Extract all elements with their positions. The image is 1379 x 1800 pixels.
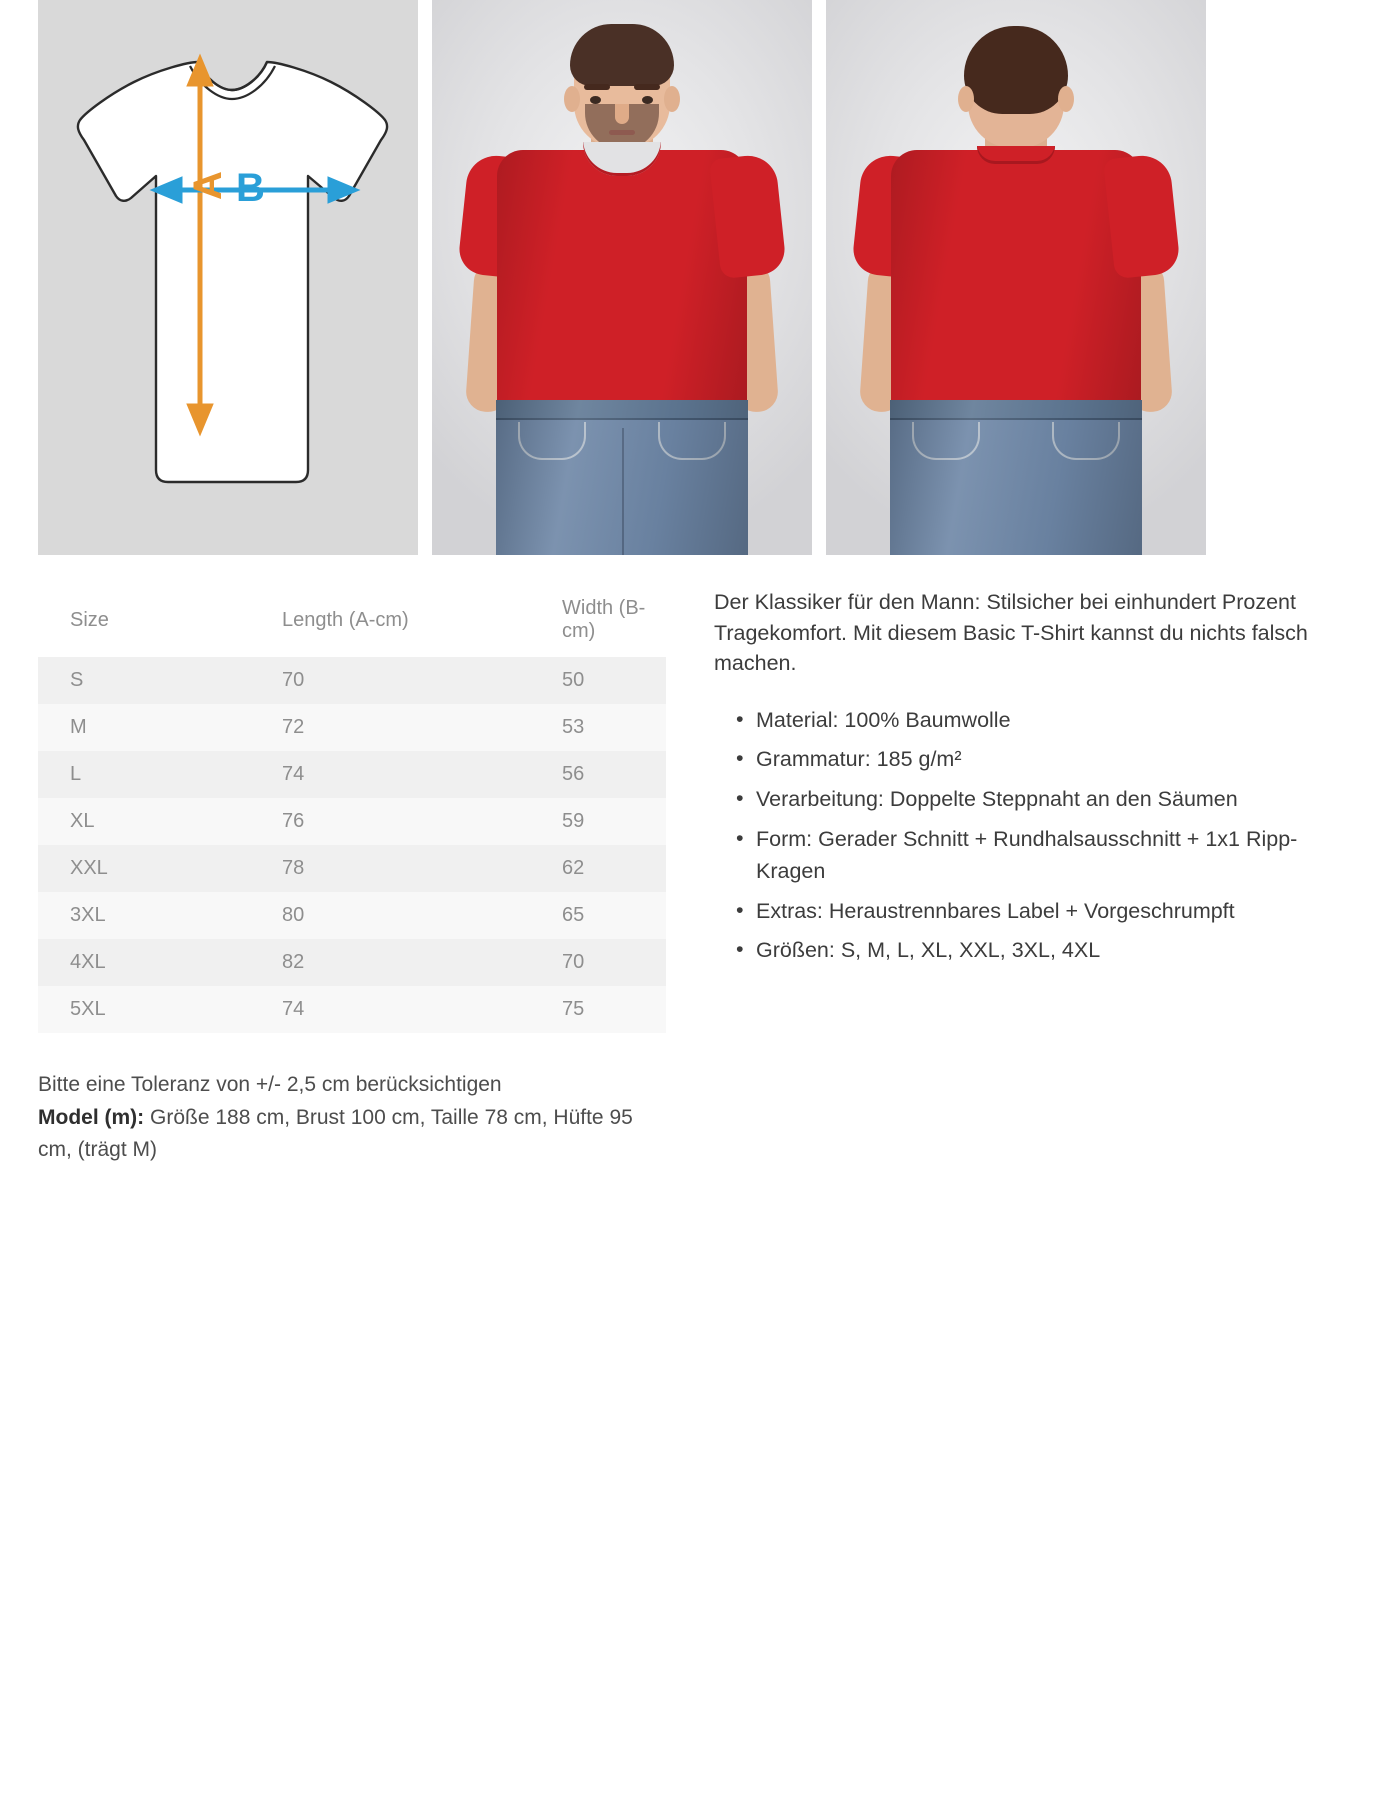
cell-length: 74 (282, 998, 305, 1020)
shirt-shading (497, 150, 747, 415)
list-item: • Material: 100% Baumwolle (736, 705, 1341, 737)
table-row (38, 798, 666, 845)
eye-right (642, 96, 653, 104)
hair (964, 26, 1068, 114)
list-item: • Form: Gerader Schnitt + Rundhalsausschnitt + 1x1 Ripp-Kragen (736, 824, 1341, 888)
eyebrow-left (584, 84, 610, 90)
column-header-size: Size (38, 583, 250, 657)
table-row (38, 892, 666, 939)
model-front-photo (432, 0, 812, 555)
list-item: • Größen: S, M, L, XL, XXL, 3XL, 4XL (736, 935, 1341, 967)
cell-width: 50 (562, 669, 585, 691)
list-item: • Grammatur: 185 g/m² (736, 744, 1341, 776)
content-area (38, 583, 1341, 1167)
list-item: • Verarbeitung: Doppelte Steppnaht an den Säumen (736, 784, 1341, 816)
cell-size: XL (70, 810, 95, 832)
cell-size: XXL (70, 857, 108, 879)
size-table (38, 583, 666, 1033)
table-header-row (38, 583, 666, 657)
ear-left (564, 86, 580, 112)
model-note (38, 1102, 666, 1167)
description-column (714, 583, 1341, 1167)
cell-size: L (70, 763, 82, 785)
red-tshirt-back (891, 150, 1141, 415)
model-label: Model (m): (38, 1105, 145, 1129)
column-header-length: Length (A-cm) (250, 583, 530, 657)
table-row (38, 986, 666, 1033)
model-front-figure (432, 0, 812, 555)
cell-size: S (70, 669, 84, 691)
cell-size: M (70, 716, 87, 738)
product-image-row (38, 0, 1341, 555)
model-back-photo (826, 0, 1206, 555)
table-row (38, 939, 666, 986)
ear-right (664, 86, 680, 112)
table-row (38, 704, 666, 751)
diagram-label-a: A (186, 171, 230, 200)
eyebrow-right (634, 84, 660, 90)
cell-length: 70 (282, 669, 305, 691)
jeans-back (890, 400, 1142, 555)
table-row (38, 751, 666, 798)
hair (570, 24, 674, 86)
diagram-label-b: B (236, 166, 265, 210)
column-header-width: Width (B-cm) (530, 583, 666, 657)
feature-list (714, 705, 1341, 968)
ear-left (958, 86, 974, 112)
cell-length: 80 (282, 904, 305, 926)
cell-length: 72 (282, 716, 305, 738)
size-table-body (38, 657, 666, 1033)
shirt-shading (891, 150, 1141, 415)
cell-width: 75 (562, 998, 585, 1020)
red-tshirt-front (497, 150, 747, 415)
list-item: • Extras: Heraustrennbares Label + Vorgeschrumpft (736, 896, 1341, 928)
mouth (609, 130, 635, 135)
tolerance-note: Bitte eine Toleranz von +/- 2,5 cm berücksichtigen (38, 1073, 502, 1096)
cell-width: 59 (562, 810, 585, 832)
jeans-shading (496, 400, 748, 555)
cell-length: 82 (282, 951, 305, 973)
table-row (38, 657, 666, 704)
cell-width: 53 (562, 716, 585, 738)
model-measurements: Größe 188 cm, Brust 100 cm, Taille 78 cm, Hüfte 95 cm, (trägt M) (38, 1105, 633, 1162)
cell-width: 70 (562, 951, 585, 973)
jeans-front (496, 400, 748, 555)
size-notes (38, 1069, 666, 1167)
cell-size: 3XL (70, 904, 106, 926)
nose (615, 104, 629, 124)
collar (977, 146, 1055, 164)
cell-width: 65 (562, 904, 585, 926)
cell-length: 76 (282, 810, 305, 832)
cell-length: 78 (282, 857, 305, 879)
eye-left (590, 96, 601, 104)
cell-width: 62 (562, 857, 585, 879)
model-back-figure (826, 0, 1206, 555)
measurement-diagram (38, 0, 418, 555)
size-table-head (38, 583, 666, 657)
product-intro: Der Klassiker für den Mann: Stilsicher bei einhundert Prozent Tragekomfort. Mit diesem Basic T-Shirt kannst du nichts falsch machen. (714, 590, 1308, 676)
cell-width: 56 (562, 763, 585, 785)
size-table-column (38, 583, 666, 1167)
ear-right (1058, 86, 1074, 112)
cell-length: 74 (282, 763, 305, 785)
table-row (38, 845, 666, 892)
cell-size: 5XL (70, 998, 106, 1020)
jeans-shading (890, 400, 1142, 555)
cell-size: 4XL (70, 951, 106, 973)
